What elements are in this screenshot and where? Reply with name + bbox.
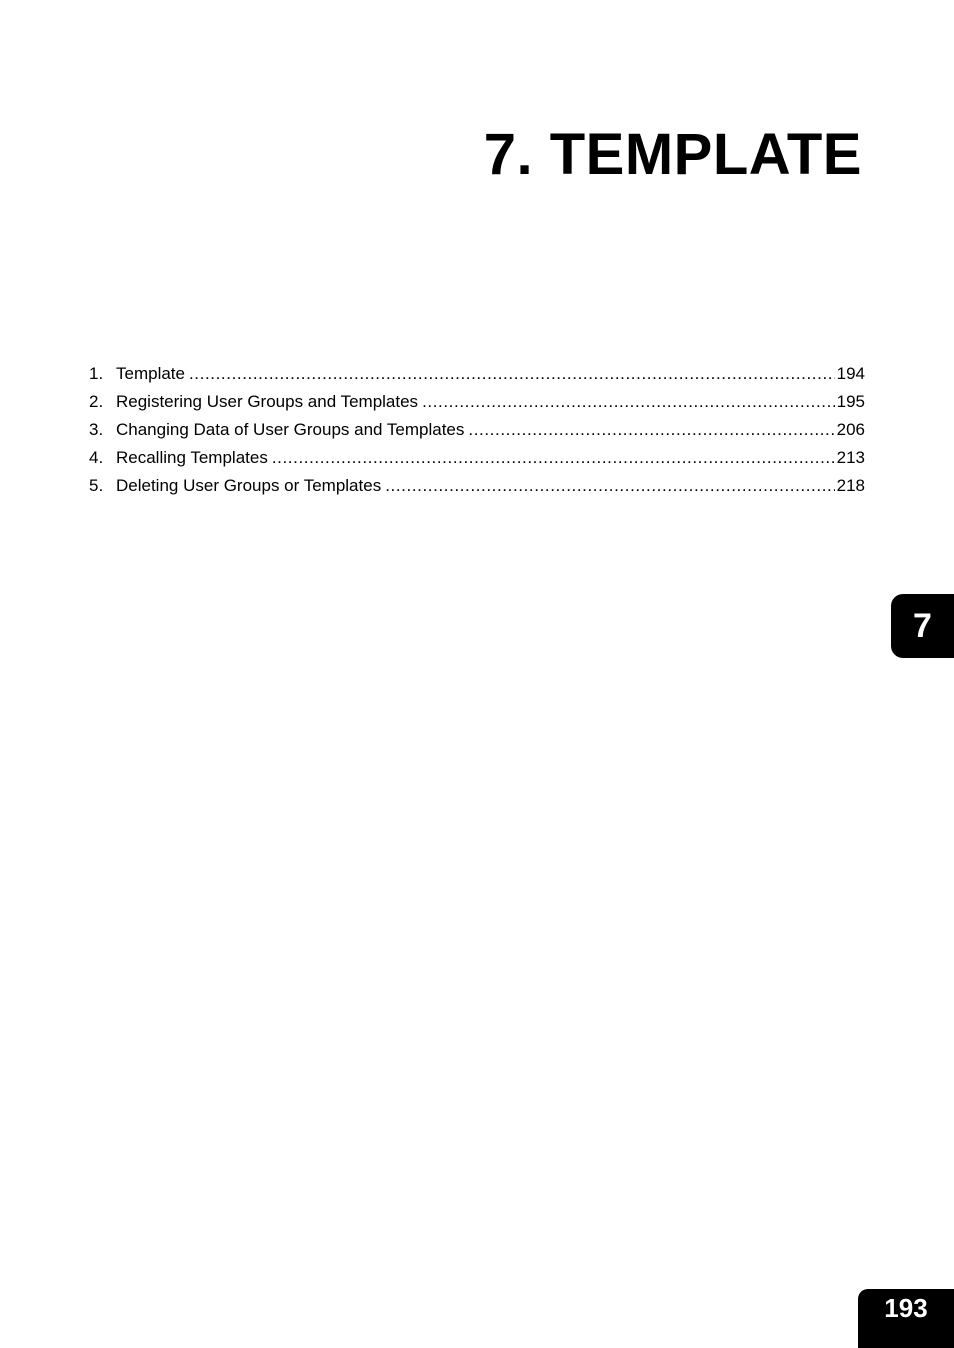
- toc-leader-dots: [422, 390, 835, 414]
- toc-entry-number: 3.: [89, 420, 104, 439]
- toc-entry[interactable]: [89, 474, 865, 502]
- table-of-contents: [89, 362, 865, 502]
- chapter-title: 7. TEMPLATE: [483, 122, 862, 187]
- toc-entry-page: 218: [836, 476, 865, 495]
- toc-entry[interactable]: [89, 390, 865, 418]
- toc-entry[interactable]: [89, 362, 865, 390]
- toc-entry-label: Deleting User Groups or Templates: [116, 476, 382, 495]
- toc-entry-page: 194: [836, 364, 865, 383]
- page-number: 193: [858, 1289, 954, 1348]
- toc-entry-page: 206: [836, 420, 865, 439]
- toc-leader-dots: [272, 446, 835, 470]
- toc-entry-label: Template: [116, 364, 185, 383]
- toc-entry-page: 213: [836, 448, 865, 467]
- toc-leader-dots: [468, 418, 834, 442]
- toc-entry-label: Registering User Groups and Templates: [116, 392, 419, 411]
- toc-entry-number: 5.: [89, 476, 104, 495]
- toc-entry-label: Recalling Templates: [116, 448, 268, 467]
- toc-entry-number: 2.: [89, 392, 104, 411]
- toc-entry[interactable]: [89, 418, 865, 446]
- toc-entry-label: Changing Data of User Groups and Templates: [116, 420, 465, 439]
- toc-entry-number: 1.: [89, 364, 104, 383]
- toc-entry-number: 4.: [89, 448, 104, 467]
- toc-entry-page: 195: [836, 392, 865, 411]
- chapter-tab: 7: [891, 594, 954, 658]
- toc-entry[interactable]: [89, 446, 865, 474]
- toc-leader-dots: [189, 362, 835, 386]
- toc-leader-dots: [385, 474, 834, 498]
